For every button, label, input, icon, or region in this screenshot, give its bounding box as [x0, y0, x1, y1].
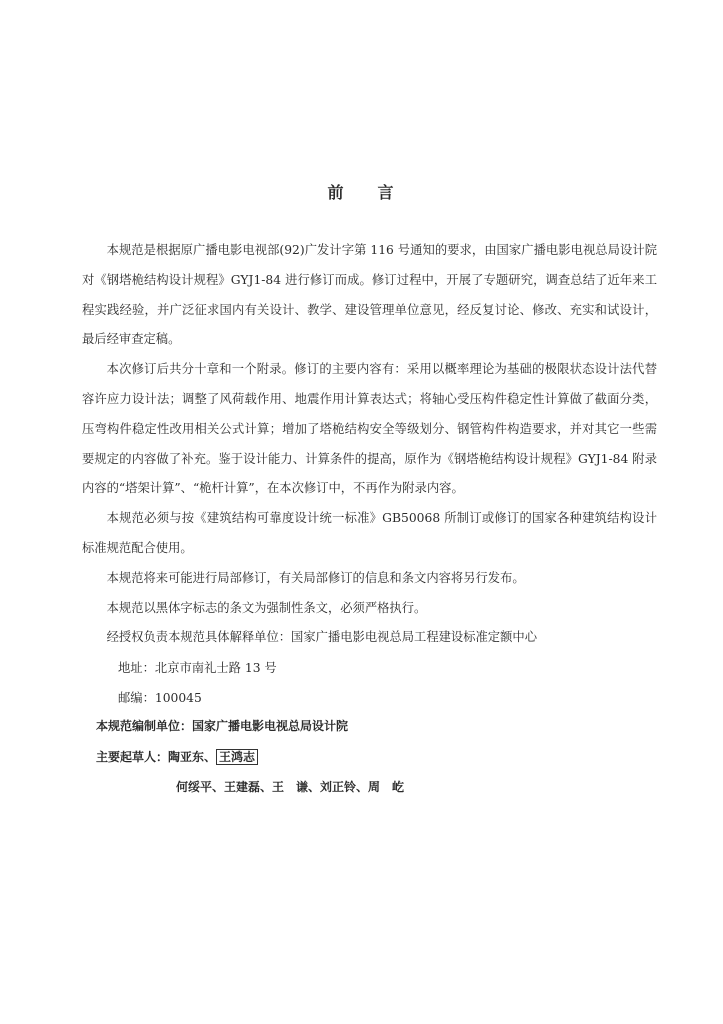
title-char-2: 言	[377, 183, 396, 202]
drafter-highlighted: 王鸿志	[216, 749, 258, 765]
paragraph-future-revision: 本规范将来可能进行局部修订，有关局部修订的信息和条文内容将另行发布。	[106, 570, 525, 585]
title-char-1: 前	[327, 183, 346, 202]
drafters-others: 何绥平、王建磊、王 谦、刘正铃、周 屹	[176, 780, 405, 794]
postcode: 邮编：100045	[118, 691, 202, 705]
drafters-line	[96, 748, 258, 765]
drafters-label: 主要起草人：陶亚东、	[96, 750, 217, 764]
paragraph-usage: 本规范必须与按《建筑结构可靠度设计统一标准》GB50068 所制订或修订的国家各种建筑结构设计标准规范配合使用。	[82, 511, 657, 555]
editor-unit: 本规范编制单位：国家广播电影电视总局设计院	[96, 719, 349, 733]
paragraph-mandatory-clauses: 本规范以黑体字标志的条文为强制性条文，必须严格执行。	[106, 600, 427, 615]
preface-body	[82, 236, 657, 653]
page-title	[0, 180, 723, 203]
paragraph-interpretation: 经授权负责本规范具体解释单位：国家广播电影电视总局工程建设标准定额中心	[106, 630, 537, 645]
address: 地址：北京市南礼士路 13 号	[118, 661, 277, 675]
paragraph-revision-content: 本次修订后共分十章和一个附录。修订的主要内容有：采用以概率理论为基础的极限状态设计法代替容许应力设计法；调整了风荷载作用、地震作用计算表达式；将轴心受压构件稳定性计算做了截面分类，压弯构件稳定性改用相关公式计算；增加了塔桅结构安全等级划分、钢管构件构造要求，并对其它一些需要规定的内容做了补充。鉴于设计能力、计算条件的提高，原作为《钢塔桅结构设计规程》GYJ1-84 附录内容的“塔架计算”、“桅杆计算”，在本次修订中，不再作为附录内容。	[82, 362, 657, 496]
paragraph-revision-basis: 本规范是根据原广播电影电视部(92)广发计字第 116 号通知的要求，由国家广播电影电视总局设计院对《钢塔桅结构设计规程》GYJ1-84 进行修订而成。修订过程中，开展了专题研究，调查总结了近年来工程实践经验，并广泛征求国内有关设计、教学、建设管理单位意见，经反复讨论、修改、充实和试设计，最后经审查定稿。	[82, 243, 657, 347]
